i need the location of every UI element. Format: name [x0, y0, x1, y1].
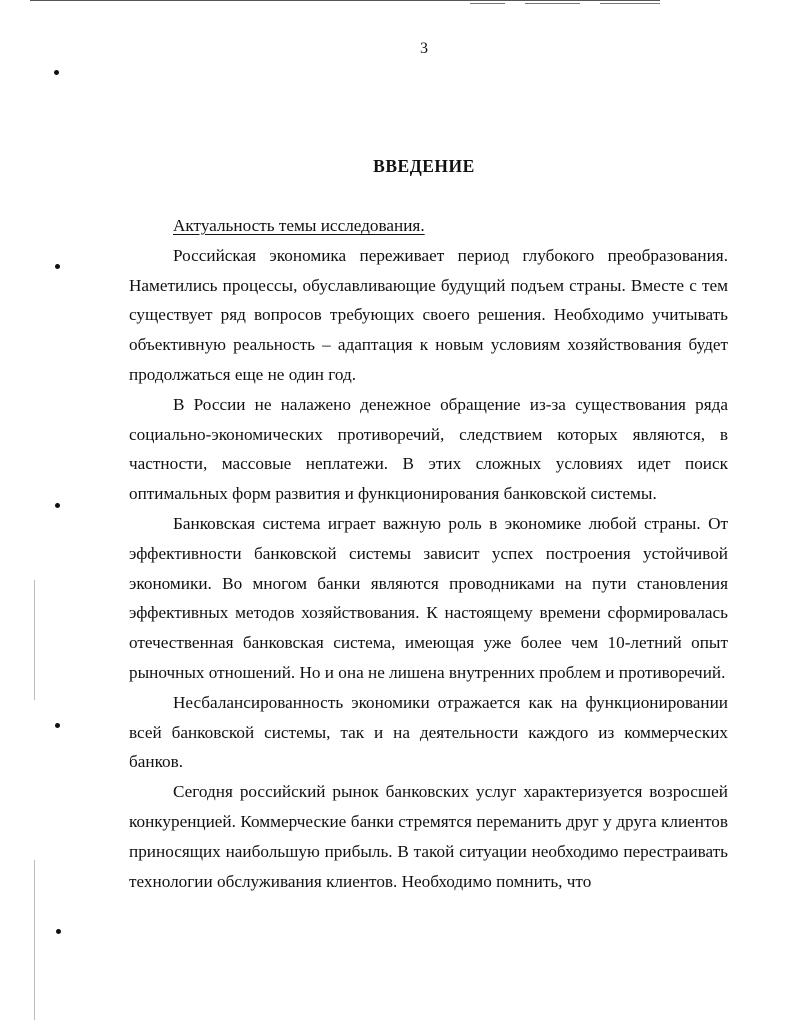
paragraph-5: Сегодня российский рынок банковских услуг характеризуется возросшей конкуренцией. Коммерческие банки стремятся переманить друг у друга клиентов приносящих наибольшую прибыль. В такой ситуации необходимо перестраивать технологии обслуживания клиентов. Необходимо помнить, что	[129, 782, 728, 891]
binding-hole-mark	[55, 723, 60, 728]
paragraph-3: Банковская система играет важную роль в экономике любой страны. От эффективности банковской системы зависит успех построения устойчивой экономики. Во многом банки являются проводниками на пути становления эффективных методов хозяйствования. К настоящему времени сформировалась отечественная банковская система, имеющая уже более чем 10-летний опыт рыночных отношений. Но и она не лишена внутренних проблем и противоречий.	[129, 513, 728, 682]
scan-margin-line	[34, 580, 35, 700]
section-heading: Актуальность темы исследования.	[173, 216, 425, 235]
scan-margin-line	[34, 860, 35, 1020]
binding-hole-mark	[55, 264, 60, 269]
page-number: 3	[420, 40, 428, 57]
paragraph-4: Несбалансированность экономики отражается как на функционировании всей банковской системы, так и на деятельности каждого из коммерческих банков.	[129, 692, 728, 772]
scan-border-fragment	[525, 3, 580, 4]
paragraph-1: Российская экономика переживает период глубокого преобразования. Наметились процессы, обуславливающие будущий подъем страны. Вместе с тем существует ряд вопросов требующих своего решения. Необходимо учитывать объективную реальность – адаптация к новым условиям хозяйствования будет продолжаться еще не один год.	[129, 245, 728, 384]
paragraph-2: В России не налажено денежное обращение из-за существования ряда социально-экономических противоречий, следствием которых являются, в частности, массовые неплатежи. В этих сложных условиях идет поиск оптимальных форм развития и функционирования банковской системы.	[129, 394, 728, 504]
binding-hole-mark	[56, 929, 61, 934]
document-body	[129, 211, 728, 896]
binding-hole-mark	[54, 70, 59, 75]
scan-border-fragment	[470, 3, 505, 4]
binding-hole-mark	[55, 503, 60, 508]
page-title: ВВЕДЕНИЕ	[373, 156, 475, 176]
scan-border-line	[30, 0, 660, 1]
scan-border-fragment	[600, 3, 660, 4]
